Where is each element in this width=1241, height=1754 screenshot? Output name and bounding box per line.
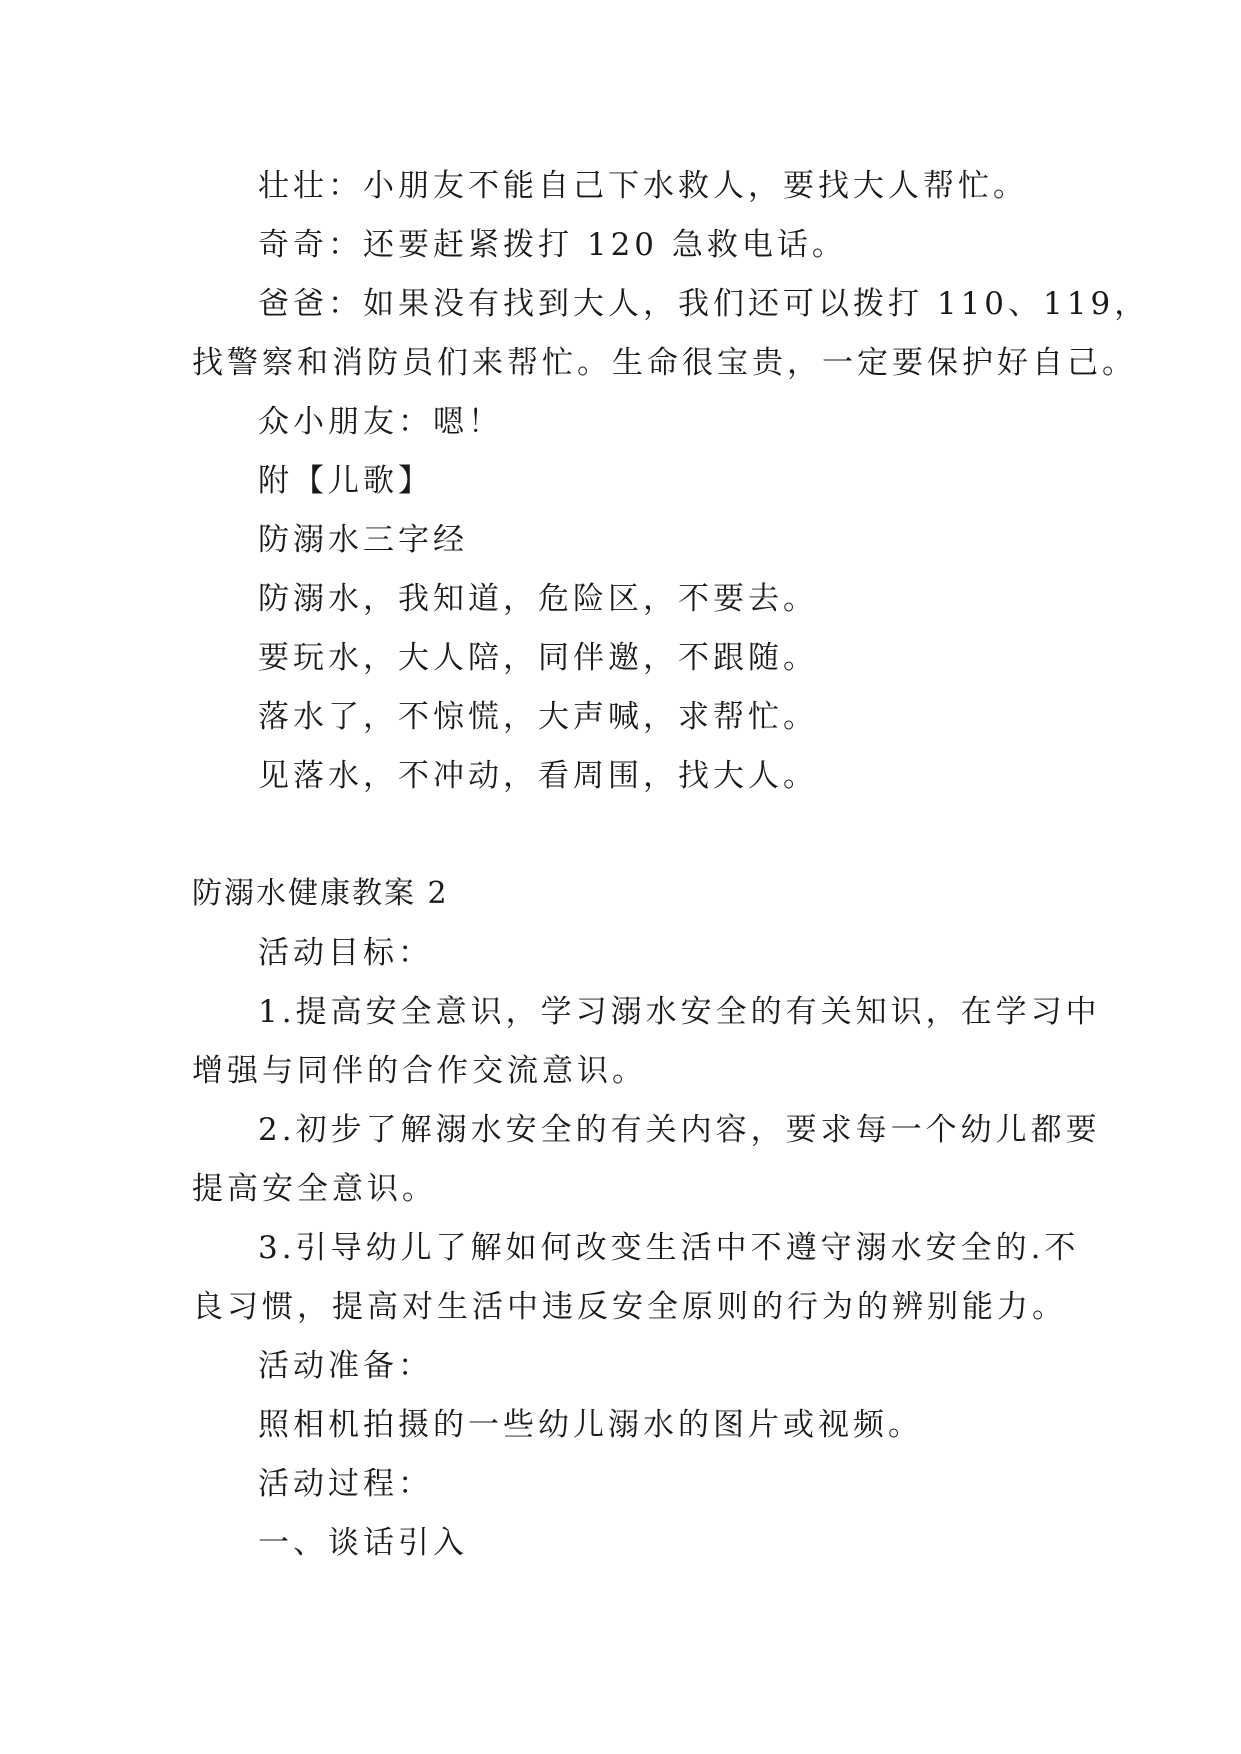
dialogue-zhuangzhuang: 壮壮：小朋友不能自己下水救人，要找大人帮忙。 [258,168,1028,204]
song-verse-3: 落水了，不惊慌，大声喊，求帮忙。 [258,699,818,735]
goal-2-line1: 2.初步了解溺水安全的有关内容，要求每一个幼儿都要 [258,1112,1101,1148]
song-verse-1: 防溺水，我知道，危险区，不要去。 [258,581,818,617]
activity-prep-label: 活动准备： [258,1348,433,1384]
dialogue-dad-line1: 爸爸：如果没有找到大人，我们还可以拨打 110、119， [258,286,1150,322]
activity-goals-label: 活动目标： [258,935,433,971]
song-verse-2: 要玩水，大人陪，同伴邀，不跟随。 [258,640,818,676]
goal-1-line1: 1.提高安全意识，学习溺水安全的有关知识，在学习中 [258,994,1101,1030]
section-heading: 防溺水健康教案 2 [192,876,449,911]
song-verse-4: 见落水，不冲动，看周围，找大人。 [258,758,818,794]
goal-2-line2: 提高安全意识。 [192,1171,437,1207]
dialogue-children: 众小朋友：嗯！ [258,404,503,440]
goal-3-line1: 3.引导幼儿了解如何改变生活中不遵守溺水安全的.不 [258,1230,1080,1266]
appendix-label: 附【儿歌】 [258,463,433,499]
process-step-1: 一、谈话引入 [258,1525,468,1561]
activity-process-label: 活动过程： [258,1466,433,1502]
dialogue-dad-line2: 找警察和消防员们来帮忙。生命很宝贵，一定要保护好自己。 [192,345,1137,381]
dialogue-qiqi: 奇奇：还要赶紧拨打 120 急救电话。 [258,227,847,263]
song-title: 防溺水三字经 [258,522,468,558]
activity-prep-text: 照相机拍摄的一些幼儿溺水的图片或视频。 [258,1407,923,1443]
goal-1-line2: 增强与同伴的合作交流意识。 [192,1053,647,1089]
goal-3-line2: 良习惯，提高对生活中违反安全原则的行为的辨别能力。 [192,1289,1067,1325]
